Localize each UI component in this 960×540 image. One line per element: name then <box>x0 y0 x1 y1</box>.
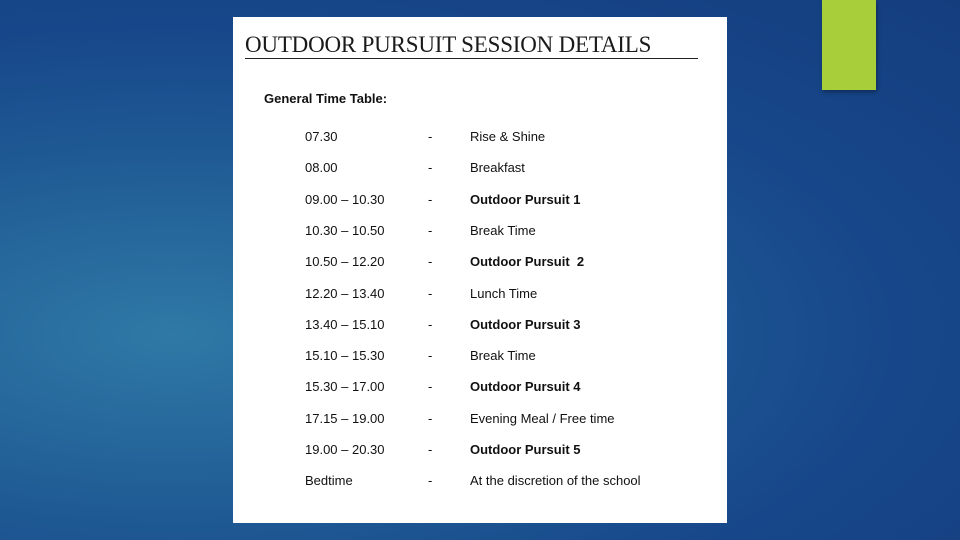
time-slot: 15.10 – 15.30 <box>305 348 385 364</box>
document-sheet <box>233 17 727 523</box>
timetable-row <box>233 221 727 241</box>
timetable-row <box>233 315 727 335</box>
accent-bar <box>822 0 876 90</box>
timetable-row <box>233 377 727 397</box>
time-slot: 10.30 – 10.50 <box>305 222 385 238</box>
time-slot: 07.30 <box>305 129 338 144</box>
timetable-row <box>233 190 727 210</box>
activity-label: Breakfast <box>470 160 525 176</box>
time-slot: 17.15 – 19.00 <box>305 410 385 426</box>
separator-dash: - <box>428 285 433 301</box>
separator-dash: - <box>428 473 433 489</box>
separator-dash: - <box>428 379 433 395</box>
time-slot: 19.00 – 20.30 <box>305 442 385 457</box>
activity-label: Lunch Time <box>470 285 538 301</box>
timetable-row <box>233 158 727 178</box>
time-slot: 09.00 – 10.30 <box>305 191 385 207</box>
document-title: OUTDOOR PURSUIT SESSION DETAILS <box>245 32 698 59</box>
time-slot: 10.50 – 12.20 <box>305 254 385 270</box>
time-slot: Bedtime <box>305 473 353 489</box>
separator-dash: - <box>428 442 433 457</box>
timetable-row <box>233 346 727 366</box>
timetable-row <box>233 471 727 491</box>
activity-label: Evening Meal / Free time <box>470 410 615 426</box>
time-slot: 08.00 <box>305 160 338 176</box>
activity-label: Outdoor Pursuit 2 <box>470 254 585 270</box>
time-slot: 13.40 – 15.10 <box>305 316 385 332</box>
separator-dash: - <box>428 316 433 332</box>
separator-dash: - <box>428 129 433 144</box>
separator-dash: - <box>428 222 433 238</box>
timetable-row <box>233 127 727 147</box>
time-slot: 15.30 – 17.00 <box>305 379 385 395</box>
activity-label: Break Time <box>470 348 536 364</box>
activity-label: Outdoor Pursuit 4 <box>470 379 581 395</box>
activity-label: At the discretion of the school <box>470 473 641 489</box>
separator-dash: - <box>428 254 433 270</box>
activity-label: Outdoor Pursuit 5 <box>470 442 581 457</box>
separator-dash: - <box>428 160 433 176</box>
activity-label: Break Time <box>470 222 536 238</box>
separator-dash: - <box>428 191 433 207</box>
timetable-heading: General Time Table: <box>264 91 388 106</box>
timetable-row <box>233 440 727 460</box>
activity-label: Outdoor Pursuit 3 <box>470 316 581 332</box>
timetable-row <box>233 252 727 272</box>
activity-label: Outdoor Pursuit 1 <box>470 191 581 207</box>
time-slot: 12.20 – 13.40 <box>305 285 385 301</box>
separator-dash: - <box>428 410 433 426</box>
timetable-row <box>233 409 727 429</box>
timetable-row <box>233 284 727 304</box>
separator-dash: - <box>428 348 433 364</box>
activity-label: Rise & Shine <box>470 129 546 144</box>
